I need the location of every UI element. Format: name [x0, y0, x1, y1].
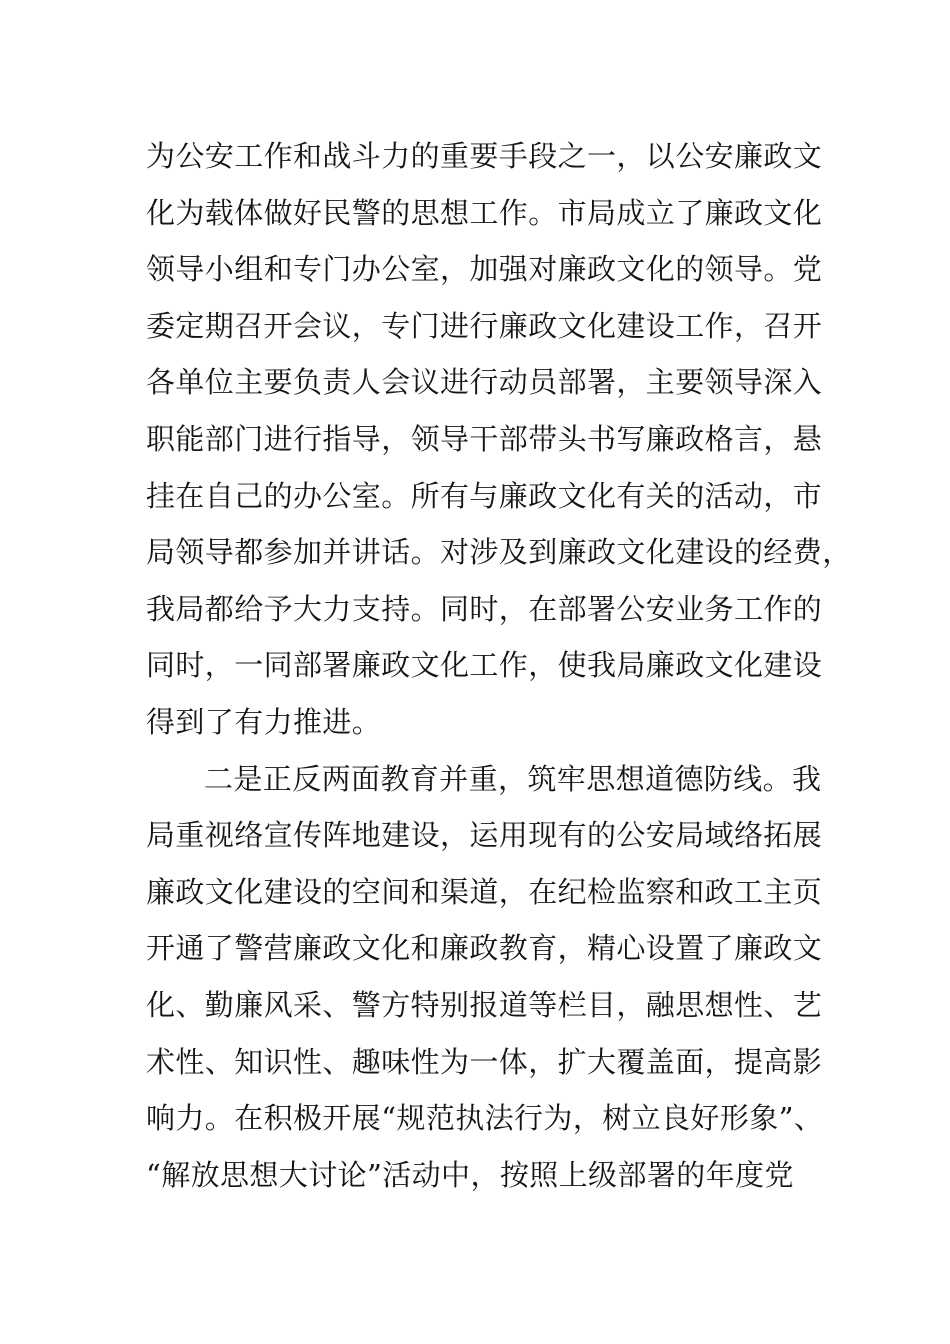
- paragraph-1-line-8: 局领导都参加并讲话。对涉及到廉政文化建设的经费，: [146, 535, 852, 570]
- paragraph-2-line-8: “解放思想大讨论”活动中，按照上级部署的年度党: [146, 1157, 794, 1192]
- paragraph-1-line-3: 领导小组和专门办公室，加强对廉政文化的领导。党: [146, 252, 823, 287]
- body-text: [146, 128, 852, 1203]
- paragraph-2-line-4: 开通了警营廉政文化和廉政教育，精心设置了廉政文: [146, 931, 823, 966]
- paragraph-1-line-2: 化为载体做好民警的思想工作。市局成立了廉政文化: [146, 195, 823, 230]
- paragraph-2-line-1: 二是正反两面教育并重，筑牢思想道德防线。我: [204, 761, 822, 796]
- paragraph-1-line-10: 同时，一同部署廉政文化工作，使我局廉政文化建设: [146, 648, 823, 683]
- paragraph-2-line-7: 响力。在积极开展“规范执法行为，树立良好形象”、: [146, 1101, 824, 1136]
- paragraph-1-line-6: 职能部门进行指导，领导干部带头书写廉政格言，悬: [146, 421, 823, 456]
- paragraph-2-line-6: 术性、知识性、趣味性为一体，扩大覆盖面，提高影: [146, 1044, 823, 1079]
- paragraph-2-line-3: 廉政文化建设的空间和渠道，在纪检监察和政工主页: [146, 874, 823, 909]
- paragraph-1-line-11: 得到了有力推进。: [146, 704, 382, 739]
- paragraph-1-line-1: 为公安工作和战斗力的重要手段之一，以公安廉政文: [146, 139, 823, 173]
- paragraph-1-line-5: 各单位主要负责人会议进行动员部署，主要领导深入: [146, 365, 823, 400]
- paragraph-2-line-2: 局重视络宣传阵地建设，运用现有的公安局域络拓展: [146, 818, 823, 853]
- paragraph-1-line-4: 委定期召开会议，专门进行廉政文化建设工作，召开: [146, 308, 823, 343]
- paragraph-2-line-5: 化、勤廉风采、警方特别报道等栏目，融思想性、艺: [146, 987, 823, 1022]
- paragraph-1-line-7: 挂在自己的办公室。所有与廉政文化有关的活动，市: [146, 478, 823, 513]
- paragraph-1-line-9: 我局都给予大力支持。同时，在部署公安业务工作的: [146, 591, 823, 626]
